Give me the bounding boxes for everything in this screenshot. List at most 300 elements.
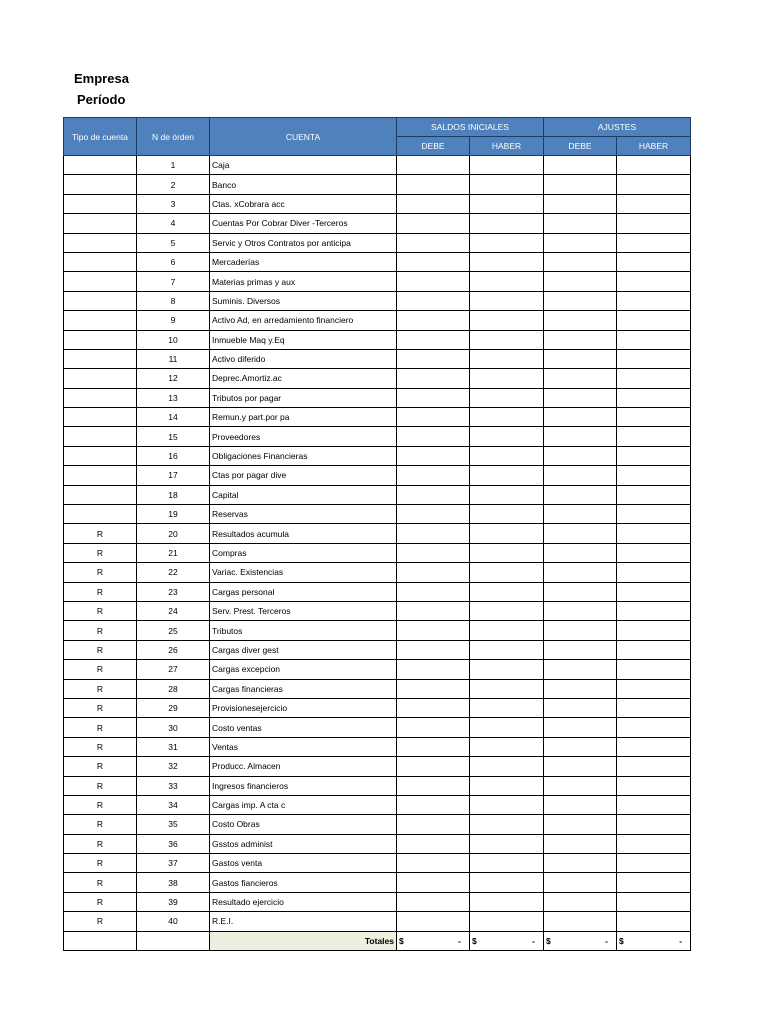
- row-aj-haber-cell[interactable]: [617, 873, 691, 892]
- row-si-haber-cell[interactable]: [470, 660, 544, 679]
- row-si-debe-cell[interactable]: [397, 621, 470, 640]
- row-tipo-cell[interactable]: [64, 233, 137, 252]
- row-num-cell[interactable]: 9: [137, 311, 210, 330]
- table-row: [64, 873, 691, 892]
- row-tipo-cell[interactable]: R: [64, 776, 137, 795]
- row-num-cell[interactable]: 11: [137, 349, 210, 368]
- row-tipo-cell[interactable]: [64, 427, 137, 446]
- row-num-cell[interactable]: 1: [137, 156, 210, 175]
- row-num-cell[interactable]: 29: [137, 698, 210, 717]
- row-aj-debe-cell[interactable]: [544, 524, 617, 543]
- row-tipo-cell[interactable]: [64, 214, 137, 233]
- row-si-debe-cell[interactable]: [397, 524, 470, 543]
- row-aj-haber-cell[interactable]: [617, 912, 691, 931]
- row-si-debe-cell[interactable]: [397, 892, 470, 911]
- row-tipo-cell[interactable]: [64, 349, 137, 368]
- row-aj-haber-cell[interactable]: [617, 737, 691, 756]
- row-num-cell[interactable]: 38: [137, 873, 210, 892]
- row-aj-haber-cell[interactable]: [617, 640, 691, 659]
- row-aj-haber-cell[interactable]: [617, 815, 691, 834]
- row-cuenta-cell[interactable]: Activo diferido: [210, 349, 397, 368]
- row-aj-haber-cell[interactable]: [617, 660, 691, 679]
- row-num-cell[interactable]: 31: [137, 737, 210, 756]
- row-tipo-cell[interactable]: R: [64, 640, 137, 659]
- row-tipo-cell[interactable]: [64, 408, 137, 427]
- row-aj-debe-cell[interactable]: [544, 834, 617, 853]
- row-num-cell[interactable]: 23: [137, 582, 210, 601]
- row-si-debe-cell[interactable]: [397, 214, 470, 233]
- row-si-debe-cell[interactable]: [397, 854, 470, 873]
- row-num-cell[interactable]: 18: [137, 485, 210, 504]
- row-aj-haber-cell[interactable]: [617, 698, 691, 717]
- currency-symbol: $: [619, 935, 624, 946]
- row-cuenta-cell[interactable]: Capital: [210, 485, 397, 504]
- row-num-cell[interactable]: 39: [137, 892, 210, 911]
- row-aj-haber-cell[interactable]: [617, 505, 691, 524]
- row-cuenta-cell[interactable]: Tributos por pagar: [210, 388, 397, 407]
- row-si-debe-cell[interactable]: [397, 795, 470, 814]
- total-aj-haber[interactable]: [617, 931, 691, 950]
- col-header-aj-haber: HABER: [617, 137, 691, 156]
- table-row: [64, 175, 691, 194]
- row-cuenta-cell[interactable]: Cargas imp. A cta c: [210, 795, 397, 814]
- row-cuenta-cell[interactable]: Provisionesejercicio: [210, 698, 397, 717]
- row-aj-haber-cell[interactable]: [617, 311, 691, 330]
- row-cuenta-cell[interactable]: Obligaciones Financieras: [210, 446, 397, 465]
- row-tipo-cell[interactable]: R: [64, 698, 137, 717]
- row-aj-debe-cell[interactable]: [544, 330, 617, 349]
- row-cuenta-cell[interactable]: Reservas: [210, 505, 397, 524]
- row-aj-debe-cell[interactable]: [544, 621, 617, 640]
- row-cuenta-cell[interactable]: R.E.I.: [210, 912, 397, 931]
- row-si-haber-cell[interactable]: [470, 912, 544, 931]
- row-tipo-cell[interactable]: R: [64, 660, 137, 679]
- row-si-haber-cell[interactable]: [470, 214, 544, 233]
- row-aj-haber-cell[interactable]: [617, 621, 691, 640]
- totals-blank-cell[interactable]: [64, 931, 137, 950]
- row-si-debe-cell[interactable]: [397, 873, 470, 892]
- row-cuenta-cell[interactable]: Materias primas y aux: [210, 272, 397, 291]
- row-si-debe-cell[interactable]: [397, 252, 470, 271]
- row-aj-debe-cell[interactable]: [544, 214, 617, 233]
- row-num-cell[interactable]: 14: [137, 408, 210, 427]
- row-aj-debe-cell[interactable]: [544, 776, 617, 795]
- col-header-tipo: Tipo de cuenta: [64, 118, 137, 156]
- row-si-debe-cell[interactable]: [397, 291, 470, 310]
- row-cuenta-cell[interactable]: Resultados acumula: [210, 524, 397, 543]
- total-si-haber[interactable]: [470, 931, 544, 950]
- row-tipo-cell[interactable]: [64, 330, 137, 349]
- row-si-haber-cell[interactable]: [470, 601, 544, 620]
- row-aj-debe-cell[interactable]: [544, 252, 617, 271]
- row-aj-haber-cell[interactable]: [617, 892, 691, 911]
- row-tipo-cell[interactable]: R: [64, 892, 137, 911]
- table-row: [64, 369, 691, 388]
- row-si-debe-cell[interactable]: [397, 640, 470, 659]
- row-num-cell[interactable]: 24: [137, 601, 210, 620]
- row-si-haber-cell[interactable]: [470, 291, 544, 310]
- row-tipo-cell[interactable]: [64, 485, 137, 504]
- row-aj-debe-cell[interactable]: [544, 427, 617, 446]
- row-si-haber-cell[interactable]: [470, 834, 544, 853]
- row-si-debe-cell[interactable]: [397, 175, 470, 194]
- row-si-haber-cell[interactable]: [470, 873, 544, 892]
- row-aj-debe-cell[interactable]: [544, 349, 617, 368]
- row-si-debe-cell[interactable]: [397, 660, 470, 679]
- row-si-haber-cell[interactable]: [470, 621, 544, 640]
- row-si-haber-cell[interactable]: [470, 427, 544, 446]
- row-aj-debe-cell[interactable]: [544, 311, 617, 330]
- row-cuenta-cell[interactable]: Remun.y part.por pa: [210, 408, 397, 427]
- row-cuenta-cell[interactable]: Producc. Almacen: [210, 757, 397, 776]
- row-si-debe-cell[interactable]: [397, 233, 470, 252]
- row-si-debe-cell[interactable]: [397, 369, 470, 388]
- row-si-haber-cell[interactable]: [470, 757, 544, 776]
- row-si-haber-cell[interactable]: [470, 175, 544, 194]
- row-si-debe-cell[interactable]: [397, 427, 470, 446]
- row-si-debe-cell[interactable]: [397, 408, 470, 427]
- row-si-debe-cell[interactable]: [397, 272, 470, 291]
- row-num-cell[interactable]: 35: [137, 815, 210, 834]
- row-tipo-cell[interactable]: [64, 388, 137, 407]
- row-si-debe-cell[interactable]: [397, 349, 470, 368]
- row-cuenta-cell[interactable]: Caja: [210, 156, 397, 175]
- row-si-haber-cell[interactable]: [470, 369, 544, 388]
- row-tipo-cell[interactable]: R: [64, 795, 137, 814]
- row-si-haber-cell[interactable]: [470, 854, 544, 873]
- row-cuenta-cell[interactable]: Inmueble Maq y.Eq: [210, 330, 397, 349]
- row-aj-debe-cell[interactable]: [544, 679, 617, 698]
- row-aj-debe-cell[interactable]: [544, 194, 617, 213]
- row-num-cell[interactable]: 33: [137, 776, 210, 795]
- row-tipo-cell[interactable]: R: [64, 621, 137, 640]
- row-si-debe-cell[interactable]: [397, 485, 470, 504]
- row-cuenta-cell[interactable]: Servic y Otros Contratos por anticipa: [210, 233, 397, 252]
- row-num-cell[interactable]: 15: [137, 427, 210, 446]
- row-aj-haber-cell[interactable]: [617, 233, 691, 252]
- row-si-debe-cell[interactable]: [397, 582, 470, 601]
- row-si-haber-cell[interactable]: [470, 156, 544, 175]
- row-aj-haber-cell[interactable]: [617, 757, 691, 776]
- row-aj-debe-cell[interactable]: [544, 815, 617, 834]
- row-si-haber-cell[interactable]: [470, 892, 544, 911]
- row-si-debe-cell[interactable]: [397, 543, 470, 562]
- row-tipo-cell[interactable]: [64, 156, 137, 175]
- row-tipo-cell[interactable]: R: [64, 873, 137, 892]
- row-si-debe-cell[interactable]: [397, 194, 470, 213]
- row-aj-debe-cell[interactable]: [544, 698, 617, 717]
- row-aj-haber-cell[interactable]: [617, 582, 691, 601]
- row-si-debe-cell[interactable]: [397, 834, 470, 853]
- row-si-haber-cell[interactable]: [470, 563, 544, 582]
- row-cuenta-cell[interactable]: Variac. Existencias: [210, 563, 397, 582]
- row-num-cell[interactable]: 19: [137, 505, 210, 524]
- row-cuenta-cell[interactable]: Resultado ejercicio: [210, 892, 397, 911]
- row-tipo-cell[interactable]: R: [64, 601, 137, 620]
- row-si-haber-cell[interactable]: [470, 330, 544, 349]
- totals-blank-cell[interactable]: [137, 931, 210, 950]
- row-cuenta-cell[interactable]: Ingresos financieros: [210, 776, 397, 795]
- row-aj-debe-cell[interactable]: [544, 272, 617, 291]
- row-aj-debe-cell[interactable]: [544, 156, 617, 175]
- row-si-haber-cell[interactable]: [470, 582, 544, 601]
- row-si-haber-cell[interactable]: [470, 505, 544, 524]
- row-aj-haber-cell[interactable]: [617, 291, 691, 310]
- row-aj-debe-cell[interactable]: [544, 388, 617, 407]
- row-num-cell[interactable]: 10: [137, 330, 210, 349]
- row-aj-debe-cell[interactable]: [544, 854, 617, 873]
- row-aj-debe-cell[interactable]: [544, 892, 617, 911]
- row-aj-haber-cell[interactable]: [617, 718, 691, 737]
- row-num-cell[interactable]: 30: [137, 718, 210, 737]
- row-aj-haber-cell[interactable]: [617, 543, 691, 562]
- row-num-cell[interactable]: 21: [137, 543, 210, 562]
- row-si-haber-cell[interactable]: [470, 388, 544, 407]
- row-aj-haber-cell[interactable]: [617, 408, 691, 427]
- row-cuenta-cell[interactable]: Suminis. Diversos: [210, 291, 397, 310]
- row-cuenta-cell[interactable]: Costo ventas: [210, 718, 397, 737]
- row-tipo-cell[interactable]: [64, 252, 137, 271]
- row-aj-debe-cell[interactable]: [544, 446, 617, 465]
- row-si-haber-cell[interactable]: [470, 795, 544, 814]
- row-num-cell[interactable]: 27: [137, 660, 210, 679]
- row-aj-haber-cell[interactable]: [617, 349, 691, 368]
- row-cuenta-cell[interactable]: Ctas. xCobrara acc: [210, 194, 397, 213]
- row-tipo-cell[interactable]: [64, 194, 137, 213]
- row-num-cell[interactable]: 26: [137, 640, 210, 659]
- row-aj-debe-cell[interactable]: [544, 369, 617, 388]
- row-num-cell[interactable]: 4: [137, 214, 210, 233]
- row-tipo-cell[interactable]: R: [64, 815, 137, 834]
- row-aj-debe-cell[interactable]: [544, 873, 617, 892]
- row-cuenta-cell[interactable]: Deprec.Amortiz.ac: [210, 369, 397, 388]
- row-tipo-cell[interactable]: [64, 311, 137, 330]
- row-cuenta-cell[interactable]: Cuentas Por Cobrar Diver -Terceros: [210, 214, 397, 233]
- row-aj-haber-cell[interactable]: [617, 485, 691, 504]
- row-tipo-cell[interactable]: R: [64, 582, 137, 601]
- row-tipo-cell[interactable]: R: [64, 854, 137, 873]
- row-num-cell[interactable]: 32: [137, 757, 210, 776]
- row-si-haber-cell[interactable]: [470, 524, 544, 543]
- row-si-haber-cell[interactable]: [470, 776, 544, 795]
- row-tipo-cell[interactable]: R: [64, 679, 137, 698]
- row-si-debe-cell[interactable]: [397, 815, 470, 834]
- row-aj-debe-cell[interactable]: [544, 233, 617, 252]
- row-cuenta-cell[interactable]: Cargas personal: [210, 582, 397, 601]
- row-si-haber-cell[interactable]: [470, 718, 544, 737]
- row-aj-haber-cell[interactable]: [617, 776, 691, 795]
- row-tipo-cell[interactable]: R: [64, 834, 137, 853]
- row-aj-haber-cell[interactable]: [617, 854, 691, 873]
- row-aj-debe-cell[interactable]: [544, 291, 617, 310]
- row-si-debe-cell[interactable]: [397, 330, 470, 349]
- row-si-haber-cell[interactable]: [470, 679, 544, 698]
- row-cuenta-cell[interactable]: Serv. Prest. Terceros: [210, 601, 397, 620]
- row-aj-haber-cell[interactable]: [617, 194, 691, 213]
- row-si-haber-cell[interactable]: [470, 272, 544, 291]
- row-num-cell[interactable]: 17: [137, 466, 210, 485]
- row-num-cell[interactable]: 7: [137, 272, 210, 291]
- row-cuenta-cell[interactable]: Gastos fiancieros: [210, 873, 397, 892]
- row-si-debe-cell[interactable]: [397, 698, 470, 717]
- row-si-haber-cell[interactable]: [470, 815, 544, 834]
- row-aj-haber-cell[interactable]: [617, 252, 691, 271]
- row-aj-debe-cell[interactable]: [544, 543, 617, 562]
- row-aj-haber-cell[interactable]: [617, 330, 691, 349]
- row-aj-haber-cell[interactable]: [617, 679, 691, 698]
- row-si-haber-cell[interactable]: [470, 543, 544, 562]
- row-cuenta-cell[interactable]: Activo Ad, en arredamiento financiero: [210, 311, 397, 330]
- row-aj-debe-cell[interactable]: [544, 718, 617, 737]
- row-cuenta-cell[interactable]: Tributos: [210, 621, 397, 640]
- row-si-debe-cell[interactable]: [397, 388, 470, 407]
- row-tipo-cell[interactable]: [64, 272, 137, 291]
- row-aj-debe-cell[interactable]: [544, 563, 617, 582]
- row-tipo-cell[interactable]: [64, 446, 137, 465]
- row-si-debe-cell[interactable]: [397, 601, 470, 620]
- row-num-cell[interactable]: 28: [137, 679, 210, 698]
- row-cuenta-cell[interactable]: Gsstos administ: [210, 834, 397, 853]
- row-si-haber-cell[interactable]: [470, 640, 544, 659]
- row-si-debe-cell[interactable]: [397, 757, 470, 776]
- row-si-debe-cell[interactable]: [397, 505, 470, 524]
- row-num-cell[interactable]: 5: [137, 233, 210, 252]
- row-tipo-cell[interactable]: R: [64, 757, 137, 776]
- row-tipo-cell[interactable]: R: [64, 718, 137, 737]
- table-row: [64, 660, 691, 679]
- row-aj-haber-cell[interactable]: [617, 427, 691, 446]
- row-si-haber-cell[interactable]: [470, 446, 544, 465]
- col-header-saldos-iniciales: SALDOS INICIALES: [397, 118, 544, 137]
- row-si-haber-cell[interactable]: [470, 408, 544, 427]
- row-aj-haber-cell[interactable]: [617, 563, 691, 582]
- row-num-cell[interactable]: 12: [137, 369, 210, 388]
- row-cuenta-cell[interactable]: Costo Obras: [210, 815, 397, 834]
- row-num-cell[interactable]: 3: [137, 194, 210, 213]
- row-num-cell[interactable]: 13: [137, 388, 210, 407]
- row-si-haber-cell[interactable]: [470, 194, 544, 213]
- row-aj-haber-cell[interactable]: [617, 601, 691, 620]
- row-aj-haber-cell[interactable]: [617, 795, 691, 814]
- row-cuenta-cell[interactable]: Cargas excepcion: [210, 660, 397, 679]
- row-num-cell[interactable]: 36: [137, 834, 210, 853]
- row-num-cell[interactable]: 25: [137, 621, 210, 640]
- row-si-debe-cell[interactable]: [397, 912, 470, 931]
- row-num-cell[interactable]: 22: [137, 563, 210, 582]
- table-row: [64, 757, 691, 776]
- row-tipo-cell[interactable]: R: [64, 737, 137, 756]
- row-cuenta-cell[interactable]: Cargas financieras: [210, 679, 397, 698]
- row-si-haber-cell[interactable]: [470, 311, 544, 330]
- row-si-haber-cell[interactable]: [470, 233, 544, 252]
- row-tipo-cell[interactable]: [64, 291, 137, 310]
- row-si-haber-cell[interactable]: [470, 737, 544, 756]
- row-num-cell[interactable]: 37: [137, 854, 210, 873]
- row-aj-haber-cell[interactable]: [617, 272, 691, 291]
- row-si-debe-cell[interactable]: [397, 311, 470, 330]
- row-num-cell[interactable]: 16: [137, 446, 210, 465]
- table-row: [64, 582, 691, 601]
- company-label: Empresa: [74, 71, 129, 86]
- row-si-debe-cell[interactable]: [397, 679, 470, 698]
- row-cuenta-cell[interactable]: Ventas: [210, 737, 397, 756]
- row-num-cell[interactable]: 8: [137, 291, 210, 310]
- row-aj-haber-cell[interactable]: [617, 156, 691, 175]
- row-num-cell[interactable]: 34: [137, 795, 210, 814]
- row-aj-debe-cell[interactable]: [544, 485, 617, 504]
- row-si-debe-cell[interactable]: [397, 156, 470, 175]
- row-tipo-cell[interactable]: R: [64, 524, 137, 543]
- row-aj-debe-cell[interactable]: [544, 408, 617, 427]
- row-tipo-cell[interactable]: [64, 505, 137, 524]
- row-si-haber-cell[interactable]: [470, 252, 544, 271]
- row-tipo-cell[interactable]: [64, 369, 137, 388]
- row-tipo-cell[interactable]: R: [64, 912, 137, 931]
- row-cuenta-cell[interactable]: Compras: [210, 543, 397, 562]
- row-aj-haber-cell[interactable]: [617, 388, 691, 407]
- row-si-debe-cell[interactable]: [397, 737, 470, 756]
- row-aj-debe-cell[interactable]: [544, 660, 617, 679]
- row-cuenta-cell[interactable]: Gastos venta: [210, 854, 397, 873]
- row-si-debe-cell[interactable]: [397, 776, 470, 795]
- row-aj-haber-cell[interactable]: [617, 214, 691, 233]
- row-cuenta-cell[interactable]: Banco: [210, 175, 397, 194]
- row-cuenta-cell[interactable]: Ctas por pagar dive: [210, 466, 397, 485]
- row-si-debe-cell[interactable]: [397, 563, 470, 582]
- row-tipo-cell[interactable]: R: [64, 543, 137, 562]
- row-cuenta-cell[interactable]: Mercaderías: [210, 252, 397, 271]
- row-si-haber-cell[interactable]: [470, 349, 544, 368]
- row-aj-haber-cell[interactable]: [617, 466, 691, 485]
- row-aj-debe-cell[interactable]: [544, 466, 617, 485]
- row-aj-haber-cell[interactable]: [617, 446, 691, 465]
- row-si-debe-cell[interactable]: [397, 466, 470, 485]
- row-si-debe-cell[interactable]: [397, 718, 470, 737]
- row-num-cell[interactable]: 40: [137, 912, 210, 931]
- row-si-haber-cell[interactable]: [470, 466, 544, 485]
- row-tipo-cell[interactable]: [64, 466, 137, 485]
- row-aj-haber-cell[interactable]: [617, 524, 691, 543]
- row-tipo-cell[interactable]: [64, 175, 137, 194]
- row-aj-haber-cell[interactable]: [617, 369, 691, 388]
- total-si-debe[interactable]: [397, 931, 470, 950]
- row-aj-debe-cell[interactable]: [544, 640, 617, 659]
- row-aj-debe-cell[interactable]: [544, 505, 617, 524]
- table-row: [64, 252, 691, 271]
- row-num-cell[interactable]: 6: [137, 252, 210, 271]
- row-aj-haber-cell[interactable]: [617, 175, 691, 194]
- row-tipo-cell[interactable]: R: [64, 563, 137, 582]
- total-aj-debe[interactable]: [544, 931, 617, 950]
- row-si-haber-cell[interactable]: [470, 485, 544, 504]
- row-cuenta-cell[interactable]: Cargas diver gest: [210, 640, 397, 659]
- row-aj-debe-cell[interactable]: [544, 582, 617, 601]
- row-aj-debe-cell[interactable]: [544, 737, 617, 756]
- row-aj-haber-cell[interactable]: [617, 834, 691, 853]
- col-header-si-haber: HABER: [470, 137, 544, 156]
- row-si-haber-cell[interactable]: [470, 698, 544, 717]
- row-aj-debe-cell[interactable]: [544, 175, 617, 194]
- row-aj-debe-cell[interactable]: [544, 912, 617, 931]
- row-aj-debe-cell[interactable]: [544, 757, 617, 776]
- ledger-body: [64, 156, 691, 932]
- row-cuenta-cell[interactable]: Proveedores: [210, 427, 397, 446]
- row-si-debe-cell[interactable]: [397, 446, 470, 465]
- row-num-cell[interactable]: 20: [137, 524, 210, 543]
- row-num-cell[interactable]: 2: [137, 175, 210, 194]
- row-aj-debe-cell[interactable]: [544, 795, 617, 814]
- row-aj-debe-cell[interactable]: [544, 601, 617, 620]
